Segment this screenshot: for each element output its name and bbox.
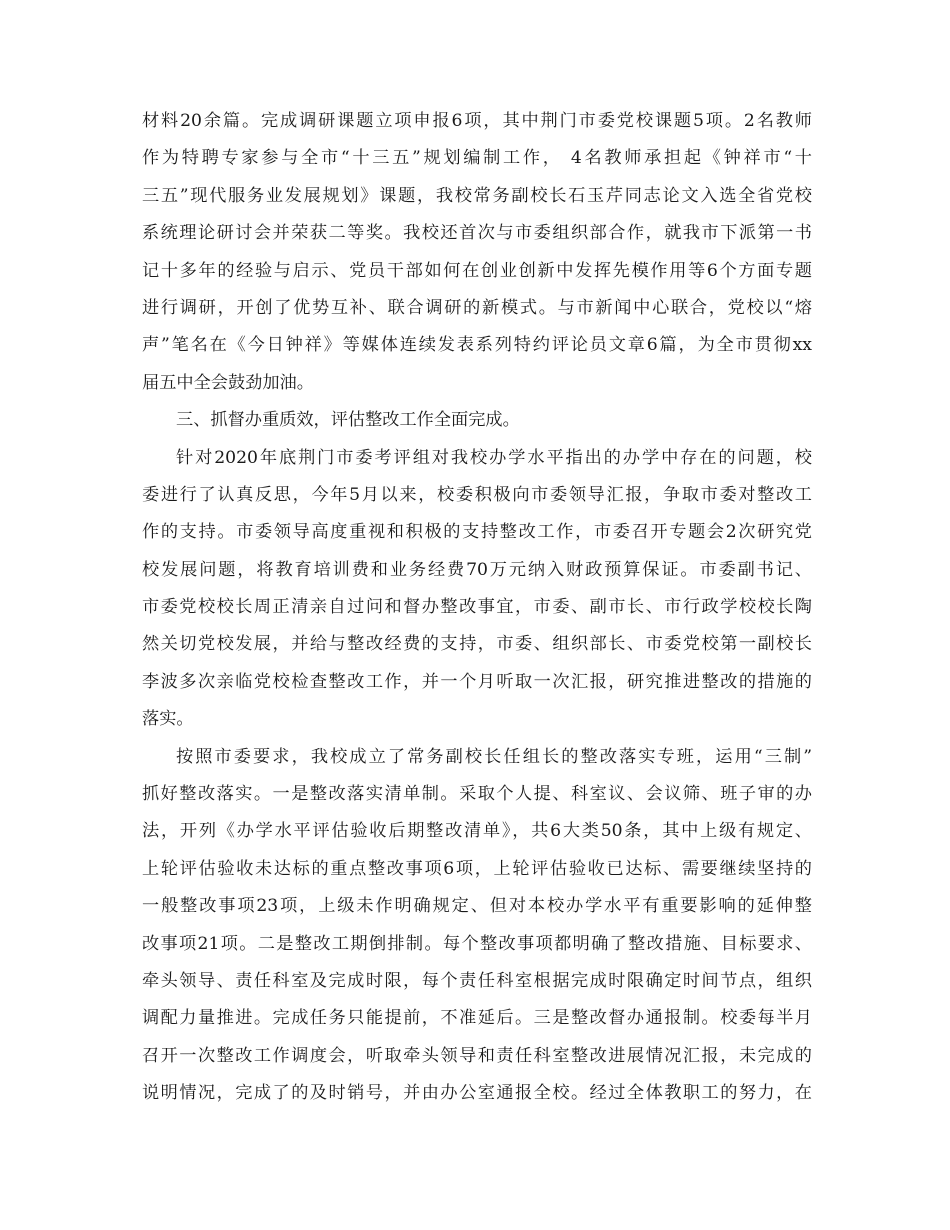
- paragraph: [142, 103, 812, 402]
- paragraph: [142, 739, 812, 1113]
- text-line: 记十多年的经验与启示、党员干部如何在创业创新中发挥先模作用等6个方面专题: [142, 260, 812, 281]
- text-line: 李波多次亲临党校检查整改工作，并一个月听取一次汇报，研究推进整改的措施的: [142, 671, 812, 692]
- text-line: 进行调研，开创了优势互补、联合调研的新模式。与市新闻中心联合，党校以“熔: [142, 297, 812, 318]
- text-line: 抓好整改落实。一是整改落实清单制。采取个人提、科室议、会议筛、班子审的办: [142, 784, 812, 805]
- text-line: 改事项21项。二是整改工期倒排制。每个整改事项都明确了整改措施、目标要求、: [142, 933, 812, 954]
- text-line: 牵头领导、责任科室及完成时限，每个责任科室根据完成时限确定时间节点，组织: [142, 970, 812, 991]
- text-line: 作为特聘专家参与全市“十三五”规划编制工作， 4名教师承担起《钟祥市“十: [142, 148, 812, 169]
- text-line: 三、抓督办重质效，评估整改工作全面完成。: [176, 410, 520, 431]
- text-line: 落实。: [142, 709, 194, 730]
- text-line: 按照市委要求，我校成立了常务副校长任组长的整改落实专班，运用“三制”: [176, 746, 812, 767]
- text-line: 然关切党校发展，并给与整改经费的支持，市委、组织部长、市委党校第一副校长: [142, 634, 812, 655]
- text-line: 市委党校校长周正清亲自过问和督办整改事宜，市委、副市长、市行政学校校长陶: [142, 597, 812, 618]
- text-line: 系统理论研讨会并荣获二等奖。我校还首次与市委组织部合作，就我市下派第一书: [142, 223, 812, 244]
- text-line: 作的支持。市委领导高度重视和积极的支持整改工作，市委召开专题会2次研究党: [142, 522, 812, 543]
- text-line: 法，开列《办学水平评估验收后期整改清单》，共6大类50条，其中上级有规定、: [142, 821, 812, 842]
- text-line: 届五中全会鼓劲加油。: [142, 372, 314, 393]
- text-line: 针对2020年底荆门市委考评组对我校办学水平指出的办学中存在的问题，校: [176, 447, 812, 468]
- text-line: 三五”现代服务业发展规划》课题，我校常务副校长石玉芹同志论文入选全省党校: [142, 185, 812, 206]
- text-line: 声”笔名在《今日钟祥》等媒体连续发表系列特约评论员文章6篇，为全市贯彻xx: [142, 335, 812, 356]
- text-line: 委进行了认真反思，今年5月以来，校委积极向市委领导汇报，争取市委对整改工: [142, 484, 812, 505]
- text-line: 调配力量推进。完成任务只能提前，不准延后。三是整改督办通报制。校委每半月: [142, 1008, 812, 1029]
- document-body: [142, 103, 812, 1113]
- text-line: 说明情况，完成了的及时销号，并由办公室通报全校。经过全体教职工的努力，在: [142, 1083, 812, 1104]
- paragraph: [142, 440, 812, 739]
- text-line: 一般整改事项23项，上级未作明确规定、但对本校办学水平有重要影响的延伸整: [142, 896, 812, 917]
- text-line: 召开一次整改工作调度会，听取牵头领导和责任科室整改进展情况汇报，未完成的: [142, 1045, 812, 1066]
- text-line: 上轮评估验收未达标的重点整改事项6项，上轮评估验收已达标、需要继续坚持的: [142, 858, 812, 879]
- text-line: 材料20余篇。完成调研课题立项申报6项，其中荆门市委党校课题5项。2名教师: [142, 111, 812, 131]
- text-line: 校发展问题，将教育培训费和业务经费70万元纳入财政预算保证。市委副书记、: [142, 559, 812, 580]
- paragraph: [142, 402, 812, 439]
